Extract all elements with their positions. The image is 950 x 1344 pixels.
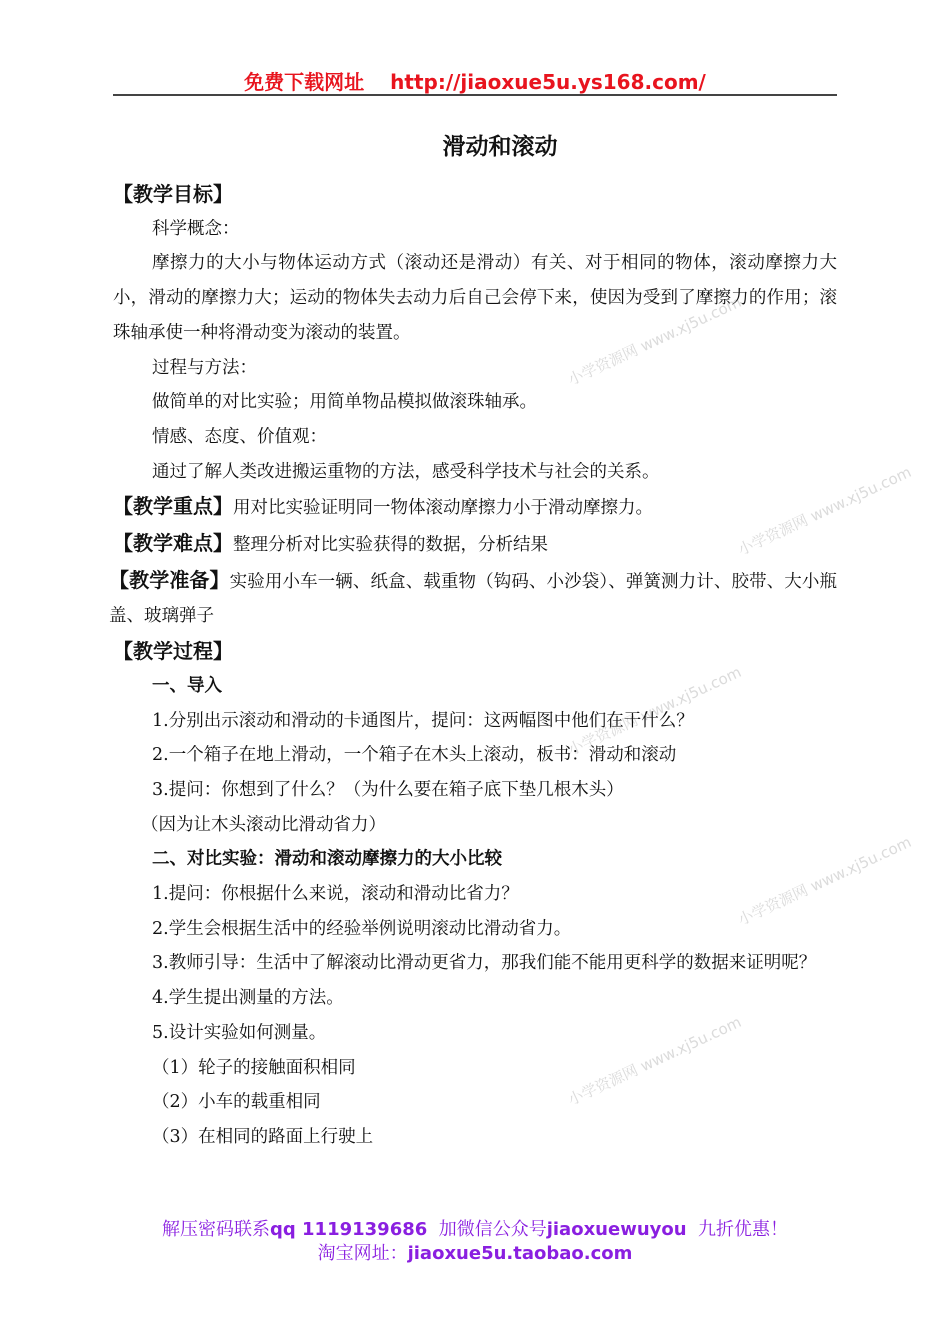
list-item: （2）小车的载重相同: [152, 1092, 321, 1113]
header-url[interactable]: http://jiaoxue5u.ys168.com/: [390, 70, 706, 94]
section-heading: 【教学重点】: [113, 494, 233, 519]
footer-text: 淘宝网址：: [317, 1243, 408, 1264]
paragraph: 摩擦力的大小与物体运动方式（滚动还是滑动）有关、对于相同的物体，滚动摩擦力大小，滑动的摩擦力大；运动的物体失去动力后自己会停下来，使因为受到了摩擦力的作用；滚珠轴承使一种将滑动变为滚动的装置。: [113, 253, 837, 343]
section-heading: 【教学过程】: [113, 639, 233, 664]
footer-text: 解压密码联系: [161, 1219, 270, 1240]
footer: [0, 1218, 950, 1266]
list-item: 1.提问：你根据什么来说，滚动和滑动比省力？: [152, 884, 519, 905]
list-item: （3）在相同的路面上行驶上: [152, 1126, 374, 1147]
list-item: 2.学生会根据生活中的经验举例说明滚动比滑动省力。: [152, 918, 572, 939]
watermark: 小学资源网 www.xj5u.com: [565, 1012, 745, 1110]
paragraph: 做简单的对比实验；用简单物品模拟做滚珠轴承。: [152, 392, 537, 413]
text: 实验用小车一辆、纸盒、载重物（钩码、小沙袋）、弹簧测力计、胶带、大小瓶盖、玻璃弹子: [109, 571, 838, 627]
section-heading: 【教学目标】: [113, 182, 233, 206]
document-body: [109, 177, 838, 1155]
list-item: 1.分别出示滚动和滑动的卡通图片，提问：这两幅图中他们在干什么？: [152, 710, 694, 731]
section-heading: 【教学难点】: [113, 531, 233, 556]
list-item: 2.一个箱子在地上滑动，一个箱子在木头上滚动，板书：滑动和滚动: [152, 745, 677, 766]
paragraph: 过程与方法：: [152, 357, 257, 378]
header-rule: [113, 94, 837, 96]
footer-wechat: jiaoxuewuyou: [546, 1219, 687, 1240]
subheading: 二、对比实验：滑动和滚动摩擦力的大小比较: [152, 849, 502, 870]
footer-text: 九折优惠！: [698, 1219, 789, 1240]
watermark: 小学资源网 www.xj5u.com: [735, 832, 915, 930]
paragraph: [109, 563, 837, 634]
section-heading: 【教学准备】: [109, 567, 230, 592]
text: 整理分析对比实验获得的数据，分析结果: [233, 535, 548, 556]
subheading: 一、导入: [152, 675, 222, 696]
watermark: 小学资源网 www.xj5u.com: [565, 662, 745, 760]
list-item: 5.设计实验如何测量。: [152, 1022, 327, 1043]
footer-taobao-link[interactable]: jiaoxue5u.taobao.com: [407, 1243, 633, 1264]
paragraph: 科学概念：: [152, 218, 240, 239]
paragraph: 通过了解人类改进搬运重物的方法，感受科学技术与社会的关系。: [152, 461, 660, 482]
paragraph: [113, 489, 837, 526]
footer-qq: qq 1119139686: [269, 1219, 428, 1240]
watermark: 小学资源网 www.xj5u.com: [735, 462, 915, 560]
list-item: （1）轮子的接触面积相同: [152, 1057, 356, 1078]
list-item: 4.学生提出测量的方法。: [152, 988, 344, 1009]
header-banner: [0, 66, 950, 95]
header-label: 免费下载网址: [244, 70, 365, 94]
paragraph: [113, 526, 837, 563]
list-item: 3.提问：你想到了什么？（为什么要在箱子底下垫几根木头）: [152, 779, 624, 800]
text: 用对比实验证明同一物体滚动摩擦力小于滑动摩擦力。: [233, 498, 653, 519]
footer-text: 加微信公众号: [438, 1219, 547, 1240]
list-item: 3.教师引导：生活中了解滚动比滑动更省力，那我们能不能用更科学的数据来证明呢？: [152, 953, 817, 974]
page-title: 滑动和滚动: [442, 134, 558, 160]
list-item: （因为让木头滚动比滑动省力）: [141, 814, 386, 835]
paragraph: 情感、态度、价值观：: [152, 426, 327, 447]
watermark: 小学资源网 www.xj5u.com: [565, 292, 745, 390]
